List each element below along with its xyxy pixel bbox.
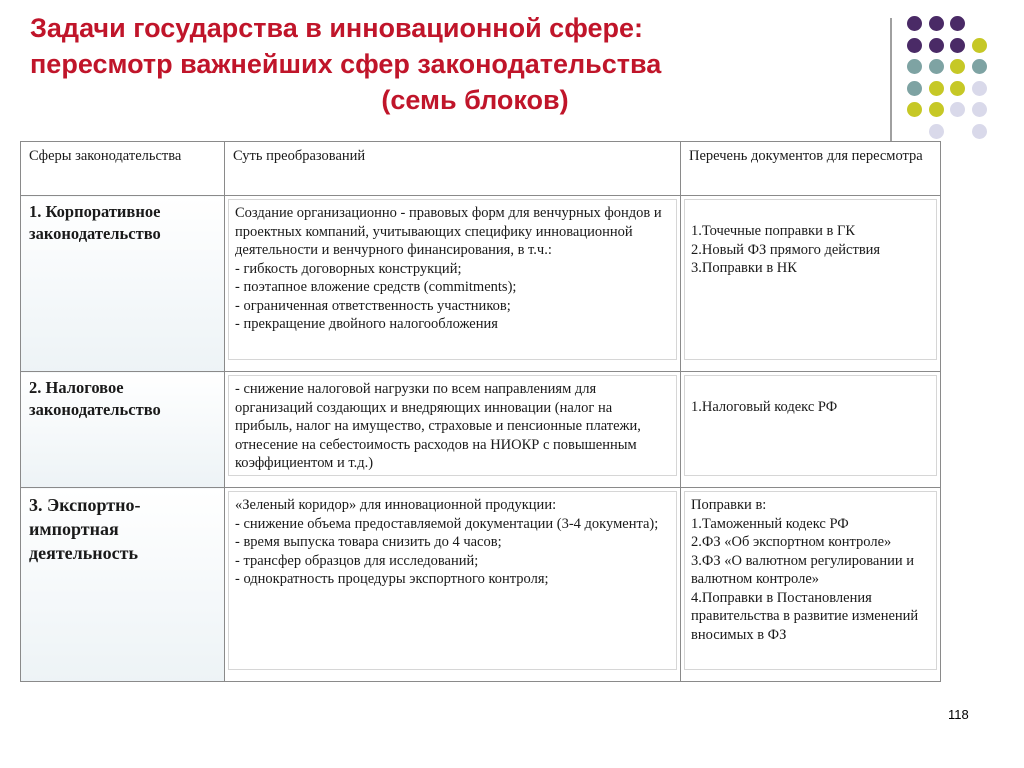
decorative-dot — [907, 102, 922, 117]
page-number: 118 — [948, 707, 969, 722]
decorative-dot — [950, 59, 965, 74]
title-line-2: пересмотр важнейших сфер законодательства — [30, 49, 662, 79]
row-area-cell: 1. Корпоративное законодательство — [21, 196, 225, 372]
essence-line: - снижение объема предоставляемой документации (3-4 документа); — [235, 515, 659, 532]
essence-line: «Зеленый коридор» для инновационной продукции: — [235, 497, 557, 513]
table-row — [21, 488, 941, 682]
title-line-3: (семь блоков) — [381, 85, 569, 115]
row-area-cell: 2. Налоговое законодательство — [21, 372, 225, 488]
essence-line: - ограниченная ответственность участников; — [235, 297, 511, 314]
decorative-dot — [972, 59, 987, 74]
table-row — [21, 196, 941, 372]
row-essence-cell — [225, 488, 681, 682]
legislation-table — [20, 141, 941, 682]
row-area-cell: 3. Экспортно-импортная деятельность — [21, 488, 225, 682]
decorative-dot — [972, 38, 987, 53]
title-line-1: Задачи государства в инновационной сфере: — [30, 13, 643, 43]
decorative-dot — [972, 102, 987, 117]
essence-line: - снижение налоговой нагрузки по всем направлениям для организаций создающих и внедряющих инновации (налог на прибыль, налог на имущество, страховые и пенсионные платежи, отнесение на себестоимость расходов на НИОКР с повышенным коэффициентом и т.д.) — [235, 381, 641, 471]
table-row — [21, 372, 941, 488]
row-documents-cell — [681, 196, 941, 372]
decorative-dot — [929, 124, 944, 139]
row-essence-cell — [225, 372, 681, 488]
document-line: 2.Новый ФЗ прямого действия — [691, 241, 881, 258]
document-line: 1.Таможенный кодекс РФ — [691, 515, 849, 532]
slide-title — [30, 10, 860, 118]
decorative-dot — [929, 102, 944, 117]
document-line: 4.Поправки в Постановления правительства в развитие изменений вносимых в ФЗ — [691, 589, 919, 643]
document-line: 3.ФЗ «О валютном регулировании и валютном контроле» — [691, 552, 915, 587]
row-documents-cell — [681, 372, 941, 488]
decorative-dot — [907, 59, 922, 74]
decorative-dot — [907, 38, 922, 53]
header-cell-areas: Сферы законодательства — [21, 142, 225, 196]
decorative-dot — [929, 59, 944, 74]
row-essence-cell — [225, 196, 681, 372]
document-line: 2.ФЗ «Об экспортном контроле» — [691, 534, 892, 550]
decorative-dot — [972, 124, 987, 139]
decorative-dot — [950, 81, 965, 96]
document-line: 3.Поправки в НК — [691, 260, 797, 276]
decorative-dot — [972, 81, 987, 96]
table-header-row — [21, 142, 941, 196]
header-cell-essence: Суть преобразований — [225, 142, 681, 196]
decorative-dot — [950, 38, 965, 53]
decorative-divider — [890, 18, 892, 148]
decorative-dot — [929, 38, 944, 53]
decorative-dot — [907, 81, 922, 96]
essence-line: - трансфер образцов для исследований; — [235, 552, 479, 569]
decorative-dot — [929, 16, 944, 31]
document-line: 1.Точечные поправки в ГК — [691, 223, 855, 239]
header-cell-documents: Перечень документов для пересмотра — [681, 142, 941, 196]
row-documents-cell — [681, 488, 941, 682]
essence-line: - однократность процедуры экспортного контроля; — [235, 571, 549, 587]
essence-line: Создание организационно - правовых форм для венчурных фондов и проектных компаний, учитывающих специфику инновационной деятельности и венчурного финансирования, в т.ч.: — [235, 205, 662, 258]
essence-line: - время выпуска товара снизить до 4 часов; — [235, 534, 502, 550]
decorative-dot — [929, 81, 944, 96]
document-line: 1.Налоговый кодекс РФ — [691, 399, 838, 415]
decorative-dot — [907, 16, 922, 31]
decorative-dot — [950, 102, 965, 117]
essence-line: - поэтапное вложение средств (commitments); — [235, 279, 517, 295]
essence-line: - гибкость договорных конструкций; — [235, 260, 462, 277]
essence-line: - прекращение двойного налогообложения — [235, 316, 498, 332]
document-line: Поправки в: — [691, 497, 767, 513]
decorative-dot — [950, 16, 965, 31]
